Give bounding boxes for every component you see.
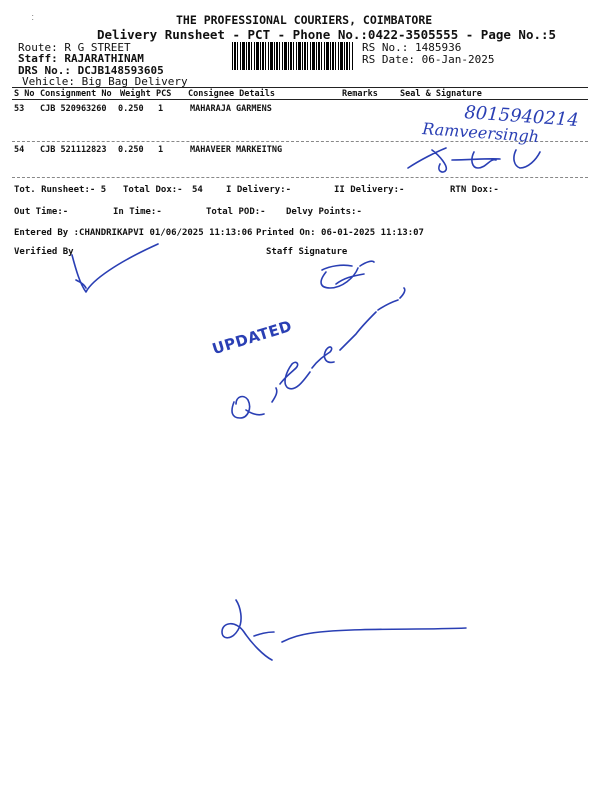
company-title: THE PROFESSIONAL COURIERS, COIMBATORE (176, 13, 433, 27)
rtn-dox: RTN Dox:- (450, 185, 499, 195)
row-weight: 0.250 (118, 145, 144, 155)
drs-label: DRS No.: (18, 64, 71, 77)
delvy-points: Delvy Points:- (286, 207, 362, 217)
row-weight: 0.250 (118, 104, 144, 114)
bottom-signature (222, 600, 466, 660)
row-consignment: CJB 521112823 (40, 145, 107, 155)
i-delivery: I Delivery:- (226, 185, 292, 195)
row2-signature (408, 148, 540, 172)
staff-signature-label: Staff Signature (266, 247, 348, 257)
col-weight: Weight (120, 89, 151, 99)
route-value: R G STREET (64, 41, 131, 54)
in-time: In Time:- (113, 207, 162, 217)
printed-on: Printed On: 06-01-2025 11:13:07 (256, 228, 424, 238)
verified-by: Verified By (14, 247, 74, 257)
chandrika-signature (232, 288, 405, 418)
total-dox: Total Dox:- (123, 185, 183, 195)
col-consignment: Consignment No (40, 89, 112, 99)
ii-delivery: II Delivery:- (334, 185, 405, 195)
row1-phone-handwriting: 8015940214 (463, 102, 580, 131)
row-pcs: 1 (158, 104, 164, 114)
row-sno: 54 (14, 145, 25, 155)
updated-stamp: UPDATED (210, 316, 295, 359)
row-pcs: 1 (158, 145, 164, 155)
runsheet-subtitle: Delivery Runsheet - PCT - Phone No.:0422-3505555 - Page No.:5 (97, 27, 557, 42)
rs-date-label: RS Date: (362, 53, 415, 66)
drs-value: DCJB148593605 (77, 64, 164, 77)
row-consignment: CJB 520963260 (40, 104, 107, 114)
row-consignee: MAHARAJA GARMENS (190, 104, 272, 114)
row-sno: 53 (14, 104, 25, 114)
vehicle-label: Vehicle: (22, 75, 75, 88)
staff-initial-signature (321, 261, 374, 288)
col-consignee: Consignee Details (188, 89, 275, 99)
row1-name-handwriting: Ramveersingh (421, 119, 540, 147)
col-sno: S No (14, 89, 35, 99)
col-remarks: Remarks (342, 89, 378, 99)
col-seal: Seal & Signature (400, 89, 482, 99)
route-label: Route: (18, 41, 58, 54)
rs-no-label: RS No.: (362, 41, 409, 54)
row-consignee: MAHAVEER MARKEITNG (190, 145, 283, 155)
staff-label: Staff: (18, 52, 58, 65)
tot-runsheet: Tot. Runsheet:- 5 (14, 185, 107, 195)
rs-date-value: 06-Jan-2025 (421, 53, 495, 66)
vehicle-value: Big Bag Delivery (81, 75, 188, 88)
scan-mark: ˸ (30, 15, 36, 25)
verified-check-mark (72, 244, 158, 292)
staff-value: RAJARATHINAM (64, 52, 144, 65)
total-pod: Total POD:- (206, 207, 266, 217)
total-dox-value: 54 (192, 185, 203, 195)
rs-no-value: 1485936 (414, 41, 462, 54)
col-pcs: PCS (156, 89, 172, 99)
out-time: Out Time:- (14, 207, 69, 217)
entered-by: Entered By :CHANDRIKAPVI 01/06/2025 11:13:06 (14, 228, 253, 238)
